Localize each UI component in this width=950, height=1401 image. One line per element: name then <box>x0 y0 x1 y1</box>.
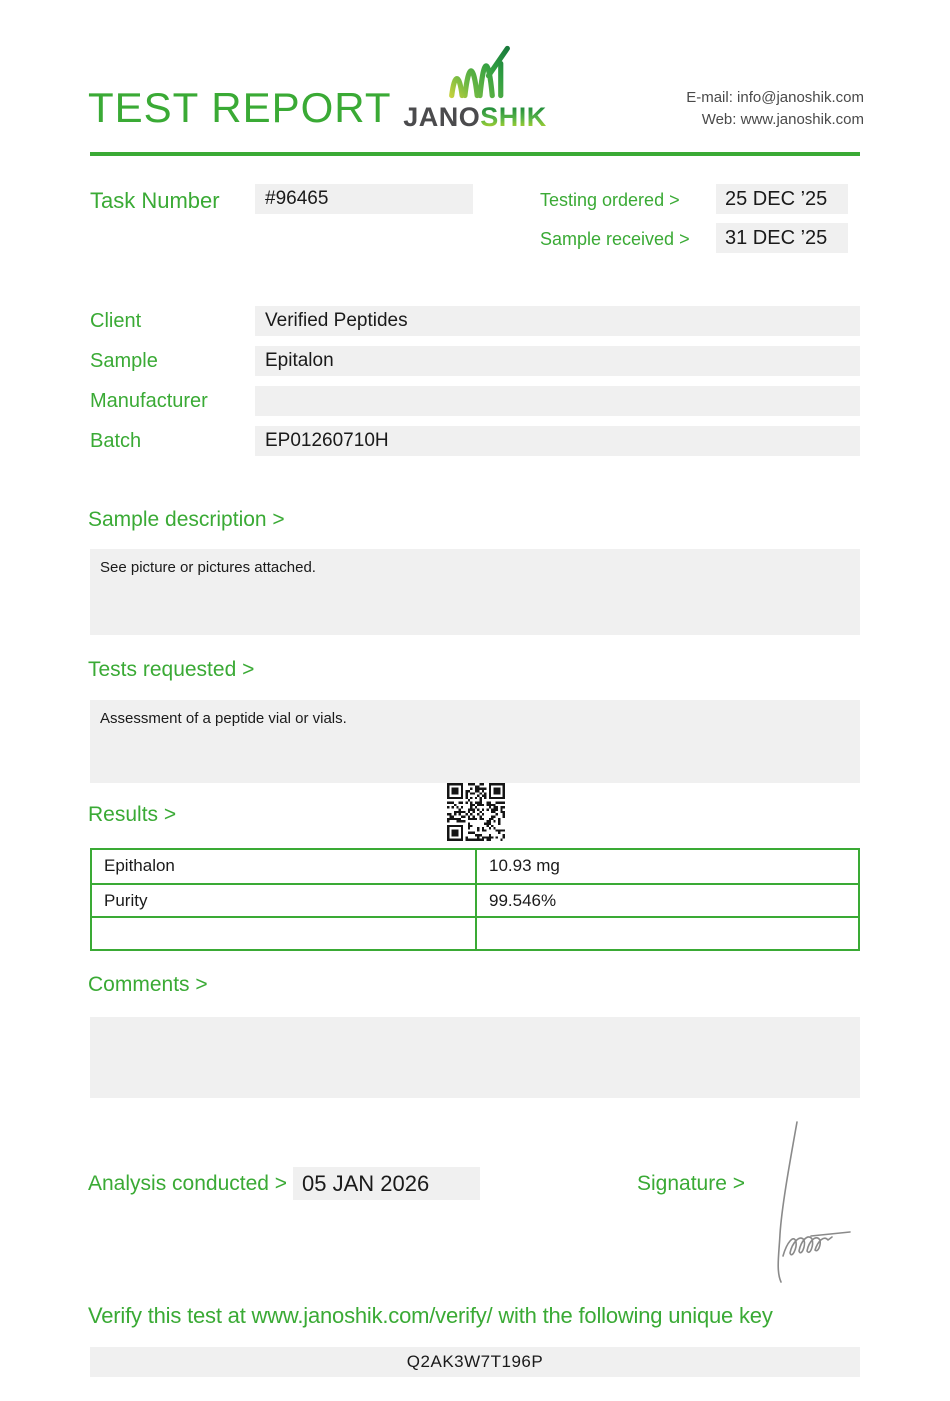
task-number-label: Task Number <box>90 188 220 213</box>
contact-email: E-mail: info@janoshik.com <box>686 89 864 106</box>
comments-heading: Comments > <box>88 973 208 996</box>
sample-text: Epitalon <box>265 350 334 371</box>
client-value <box>255 306 860 336</box>
contact-info <box>686 87 864 131</box>
tests-requested-heading: Tests requested > <box>88 658 255 681</box>
contact-web: Web: www.janoshik.com <box>701 111 864 128</box>
tests-requested-box <box>90 700 860 783</box>
result-value: 99.546% <box>489 891 557 910</box>
sample-description-text: See picture or pictures attached. <box>100 559 316 576</box>
signature-image <box>753 1116 865 1286</box>
signature-label: Signature > <box>637 1172 745 1195</box>
sample-received-value <box>716 223 848 253</box>
result-name: Epithalon <box>92 850 477 883</box>
batch-value <box>255 426 860 456</box>
testing-ordered-label: Testing ordered > <box>540 190 680 210</box>
testing-ordered-date: 25 DEC ’25 <box>725 188 828 210</box>
result-value: 10.93 mg <box>489 856 560 875</box>
analysis-date-text: 05 JAN 2026 <box>302 1171 430 1196</box>
manufacturer-value <box>255 386 860 416</box>
result-name <box>92 918 477 949</box>
table-row <box>92 916 858 949</box>
brand-wordmark-left: JANO <box>403 102 481 132</box>
tests-requested-text: Assessment of a peptide vial or vials. <box>100 710 347 727</box>
sample-label: Sample <box>90 350 158 372</box>
header-divider <box>90 152 860 156</box>
comments-box <box>90 1017 860 1098</box>
results-table <box>90 848 860 951</box>
analysis-conducted-label: Analysis conducted > <box>88 1172 288 1195</box>
client-text: Verified Peptides <box>265 310 408 331</box>
analysis-date-value <box>293 1167 480 1200</box>
qr-code <box>447 783 505 841</box>
client-label: Client <box>90 310 142 332</box>
sample-received-date: 31 DEC ’25 <box>725 227 828 249</box>
sample-description-heading: Sample description > <box>88 508 285 531</box>
task-number-text: #96465 <box>265 188 329 209</box>
results-heading: Results > <box>88 803 177 826</box>
page-title: TEST REPORT <box>88 84 392 131</box>
brand-wordmark <box>403 102 547 133</box>
verify-key-text: Q2AK3W7T196P <box>406 1352 544 1371</box>
brand-wordmark-right: SHIK <box>480 102 547 132</box>
manufacturer-label: Manufacturer <box>90 390 208 412</box>
sample-received-label: Sample received > <box>540 229 690 249</box>
table-row <box>92 850 858 883</box>
table-row <box>92 883 858 916</box>
verify-instruction: Verify this test at www.janoshik.com/verify/ with the following unique key <box>88 1303 773 1328</box>
janoshik-logo-icon <box>447 43 513 101</box>
batch-label: Batch <box>90 430 142 452</box>
result-name: Purity <box>92 885 477 916</box>
batch-text: EP01260710H <box>265 430 389 451</box>
result-value <box>477 918 858 949</box>
sample-description-box <box>90 549 860 635</box>
task-number-value <box>255 184 473 214</box>
sample-value <box>255 346 860 376</box>
verify-key-box <box>90 1347 860 1377</box>
testing-ordered-value <box>716 184 848 214</box>
